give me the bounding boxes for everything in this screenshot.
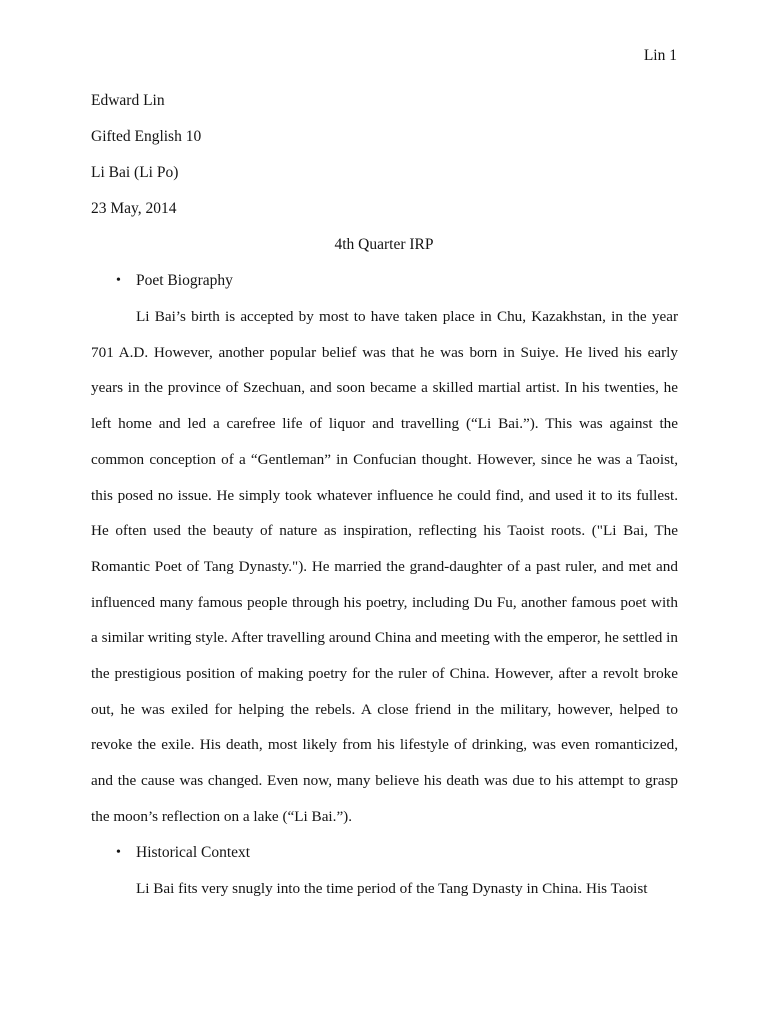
page-header: Lin 1: [643, 47, 677, 64]
section-heading-biography: Poet Biography: [136, 272, 233, 289]
bullet-icon: •: [116, 845, 121, 860]
paragraph: Li Bai fits very snugly into the time period of the Tang Dynasty in China. His Taoist: [136, 880, 648, 897]
section-body-historical-context: [91, 871, 678, 907]
bullet-icon: •: [116, 273, 121, 288]
essay-subject: Li Bai (Li Po): [91, 164, 179, 181]
section-body-biography: [91, 299, 678, 835]
essay-title: 4th Quarter IRP: [334, 236, 434, 253]
essay-date: 23 May, 2014: [91, 200, 177, 217]
paragraph: Li Bai’s birth is accepted by most to have taken place in Chu, Kazakhstan, in the year 701 A.D. However, another popular belief was that he was born in Suiye. He lived his early years in the province of Szechuan, and soon became a skilled martial artist. In his twenties, he left home and led a carefree life of liquor and travelling (“Li Bai.”). This was against the common conception of a “Gentleman” in Confucian thought. However, since he was a Taoist, this posed no issue. He simply took whatever influence he could find, and used it to its fullest. He often used the beauty of nature as inspiration, reflecting his Taoist roots. ("Li Bai, The Romantic Poet of Tang Dynasty."). He married the grand-daughter of a past ruler, and met and influenced many famous people through his poetry, including Du Fu, another famous poet with a similar writing style. After travelling around China and meeting with the emperor, he settled in the prestigious position of making poetry for the ruler of China. However, after a revolt broke out, he was exiled for helping the rebels. A close friend in the military, however, helped to revoke the exile. His death, most likely from his lifestyle of drinking, was even romanticized, and the cause was changed. Even now, many believe his death was due to his attempt to grasp the moon’s reflection on a lake (“Li Bai.”).: [91, 308, 678, 825]
section-heading-historical-context: Historical Context: [136, 844, 251, 861]
course-name: Gifted English 10: [91, 128, 202, 145]
author-name: Edward Lin: [91, 92, 165, 109]
